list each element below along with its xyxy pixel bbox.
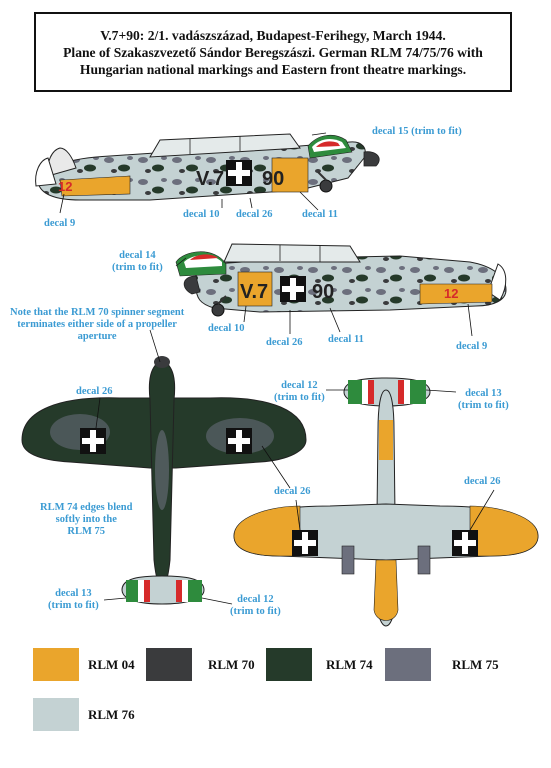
legend-label-rlm76: RLM 76 [88, 707, 135, 722]
tail-numeral-left: 12 [58, 179, 73, 194]
national-cross-top-right [226, 428, 252, 454]
callout-decal-26-a: decal 26 [236, 209, 273, 220]
spinner-left [364, 152, 379, 166]
code-letters-right: V.7 [240, 281, 269, 303]
callout-spinner-note [10, 307, 184, 343]
callout-blend-line1: RLM 74 edges blend [40, 502, 133, 513]
legend-swatch-rlm04 [33, 648, 79, 681]
legend-label-rlm70: RLM 70 [208, 657, 255, 672]
national-cross-left-profile [226, 160, 252, 186]
canopy-right [224, 244, 360, 262]
callout-note-line1: Note that the RLM 70 spinner segment [10, 307, 185, 318]
legend-swatch-rlm76 [33, 698, 79, 731]
callout-decal-10-b: decal 10 [208, 323, 245, 334]
side-profile-left [36, 133, 380, 213]
code-numbers-left: 90 [262, 168, 285, 190]
legend-label-rlm75: RLM 75 [452, 657, 499, 672]
callout-decal-14 [112, 250, 163, 274]
spinner-top-view [154, 356, 170, 368]
callout-decal-14-line2: (trim to fit) [112, 262, 163, 273]
title-line-3: Hungarian national markings and Eastern front theatre markings. [79, 61, 467, 77]
callout-decal-13-bot-line2: (trim to fit) [48, 600, 99, 611]
callout-blend-line2: softly into the [55, 514, 117, 525]
legend-label-rlm74: RLM 74 [326, 657, 373, 672]
callout-decal-13-top-line1: decal 13 [465, 388, 502, 399]
callout-decal-12-top-line1: decal 12 [281, 380, 318, 391]
title-line-1: V.7+90: 2/1. vadászszázad, Budapest-Ferihegy, March 1944. [100, 27, 446, 43]
national-cross-right-profile [280, 276, 306, 302]
callout-decal-26-right: decal 26 [464, 476, 501, 487]
callout-decal-12-top [274, 380, 325, 404]
wheel-left-profile [320, 180, 332, 192]
callout-decal-15: decal 15 (trim to fit) [372, 126, 462, 137]
legend-swatch-rlm70 [146, 648, 192, 681]
legend-swatch-rlm75 [385, 648, 431, 681]
callout-decal-13-bot [48, 588, 99, 612]
tail-numeral-right: 12 [444, 286, 459, 301]
callout-decal-13-top [458, 388, 509, 412]
legend-swatch-rlm74 [266, 648, 312, 681]
callout-decal-12-top-line2: (trim to fit) [274, 392, 325, 403]
title-line-2: Plane of Szakaszvezető Sándor Beregszászi. German RLM 74/75/76 with [63, 44, 483, 60]
callout-decal-26-b: decal 26 [266, 337, 303, 348]
legend-label-rlm04: RLM 04 [88, 657, 135, 672]
callout-decal-12-bot [230, 594, 281, 618]
callout-decal-13-bot-line1: decal 13 [55, 588, 92, 599]
callout-decal-26-mid: decal 26 [274, 486, 311, 497]
code-numbers-right: 90 [312, 281, 335, 303]
callout-note-line2: terminates either side of a propeller [17, 319, 177, 330]
callout-decal-10-a: decal 10 [183, 209, 220, 220]
callout-note-line3: aperture [77, 331, 117, 342]
callout-decal-14-line1: decal 14 [119, 250, 156, 261]
national-cross-under-right [452, 530, 478, 556]
callout-decal-9-b: decal 9 [456, 341, 488, 352]
code-letters-left: V.7 [196, 168, 225, 190]
callout-decal-11-a: decal 11 [302, 209, 338, 220]
callout-blend-line3: RLM 75 [67, 526, 106, 537]
callout-decal-12-bot-line1: decal 12 [237, 594, 274, 605]
callout-blend-note [40, 502, 132, 538]
callout-decal-12-bot-line2: (trim to fit) [230, 606, 281, 617]
callout-decal-13-top-line2: (trim to fit) [458, 400, 509, 411]
callout-decal-9-a: decal 9 [44, 218, 76, 229]
callout-decal-26-top: decal 26 [76, 386, 113, 397]
national-cross-under-left [292, 530, 318, 556]
top-view [22, 330, 306, 604]
wheel-right-profile [212, 304, 224, 316]
callout-decal-11-b: decal 11 [328, 334, 364, 345]
national-cross-top-left [80, 428, 106, 454]
